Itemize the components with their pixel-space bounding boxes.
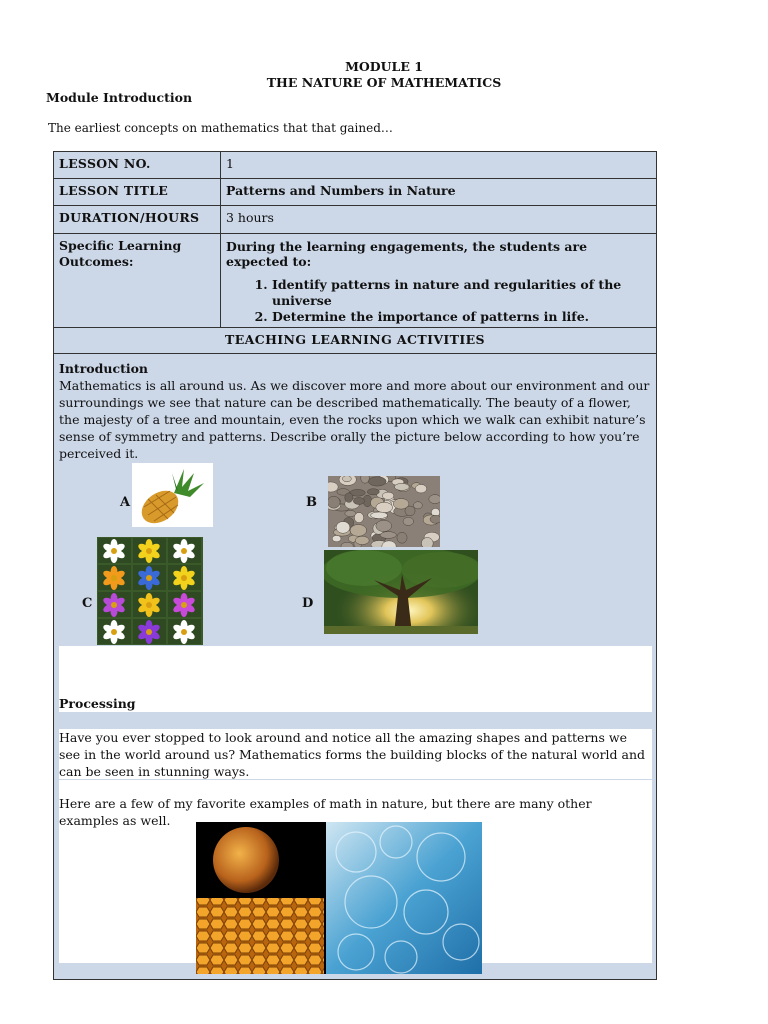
processing-paragraph-1: Have you ever stopped to look around and notice all the amazing shapes and patterns we see in the world around us? Mathematics forms the building blocks of the natural world and can be seen in stunning ways. — [59, 729, 652, 779]
flowers-grid-image — [97, 537, 203, 645]
row-outcomes — [54, 234, 656, 328]
label-b: B — [306, 495, 317, 510]
introduction-text: Mathematics is all around us. As we discover more and more about our environment and our surroundings we see that nature can be described mathematically. The beauty of a flower, the majesty of a tree and mountain, even the rocks upon which we walk can exhibit nature’s sense of symmetry and patterns. Describe orally the picture below according to how you’re perceived it. — [59, 378, 650, 461]
processing-heading: Processing — [59, 696, 136, 711]
duration-value: 3 hours — [226, 210, 274, 225]
lesson-no-label: LESSON NO. — [54, 152, 221, 178]
nature-math-collage-image — [196, 822, 482, 974]
outcomes-label: Specific Learning Outcomes: — [54, 234, 221, 327]
introduction-heading: Introduction — [59, 361, 149, 376]
activities-header: TEACHING LEARNING ACTIVITIES — [54, 328, 656, 354]
label-c: C — [82, 596, 93, 611]
row-duration — [54, 206, 656, 234]
outcome-item: 1. Identify patterns in nature and regularities of the universe — [272, 277, 651, 309]
module-number: MODULE 1 — [345, 59, 423, 74]
outcome-item: 2. Determine the importance of patterns in life. — [272, 309, 651, 325]
introduction-section — [59, 360, 651, 462]
outcomes-list — [226, 277, 651, 325]
processing-paragraph-2: Here are a few of my favorite examples of math in nature, but there are many other examples as well. — [59, 796, 592, 828]
row-lesson-title — [54, 179, 656, 206]
outcomes-lead: During the learning engagements, the students are expected to: — [226, 239, 588, 269]
label-d: D — [302, 596, 314, 611]
module-title: THE NATURE OF MATHEMATICS — [266, 75, 502, 90]
pineapple-image — [132, 463, 213, 527]
module-intro-heading: Module Introduction — [46, 90, 193, 105]
duration-label: DURATION/HOURS — [54, 206, 221, 233]
module-intro-text: The earliest concepts on mathematics that that gained… — [48, 121, 393, 135]
blank-answer-area — [59, 646, 652, 712]
label-a: A — [120, 495, 131, 510]
row-lesson-no — [54, 152, 656, 179]
lesson-title-label: LESSON TITLE — [54, 179, 221, 205]
lesson-title-value: Patterns and Numbers in Nature — [226, 183, 456, 198]
pebbles-image — [328, 476, 440, 547]
lesson-no-value: 1 — [226, 156, 234, 171]
lesson-table — [53, 151, 657, 980]
tree-image — [324, 550, 478, 634]
